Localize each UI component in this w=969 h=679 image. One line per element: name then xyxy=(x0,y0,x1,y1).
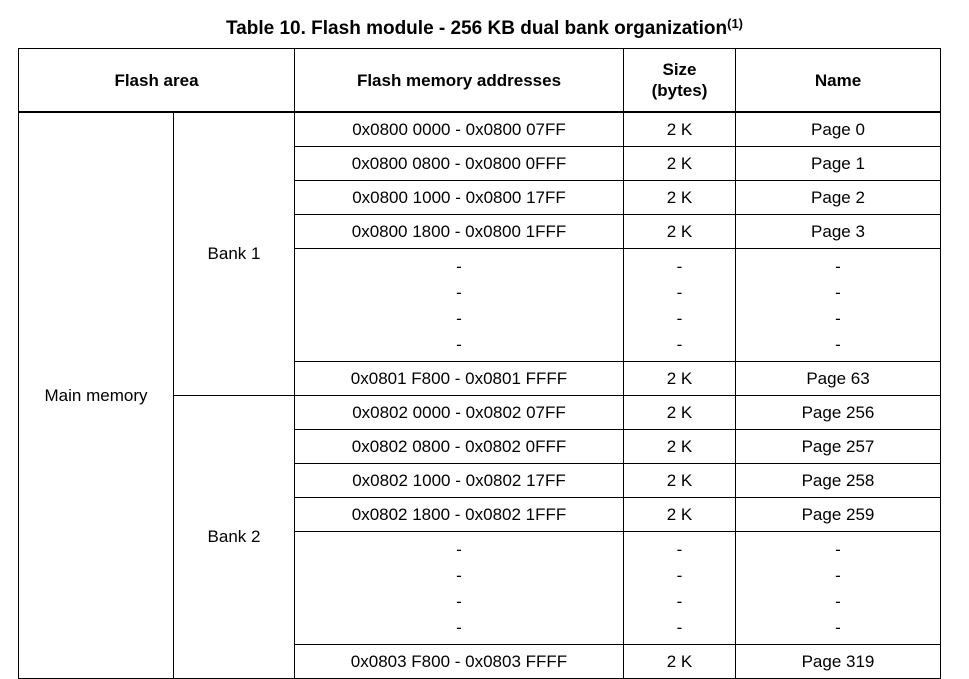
address-ellipsis: - - - - xyxy=(295,532,624,645)
header-size-line2: (bytes) xyxy=(651,81,708,100)
size-cell: 2 K xyxy=(624,396,736,430)
name-cell: Page 259 xyxy=(736,498,941,532)
name-cell: Page 2 xyxy=(736,181,941,215)
address-cell: 0x0800 1800 - 0x0800 1FFF xyxy=(295,215,624,249)
name-cell: Page 0 xyxy=(736,112,941,147)
size-ellipsis: - - - - xyxy=(624,249,736,362)
address-cell: 0x0803 F800 - 0x0803 FFFF xyxy=(295,645,624,679)
address-cell: 0x0802 1800 - 0x0802 1FFF xyxy=(295,498,624,532)
header-row xyxy=(19,49,941,113)
address-cell: 0x0802 0800 - 0x0802 0FFF xyxy=(295,430,624,464)
address-cell: 0x0800 0800 - 0x0800 0FFF xyxy=(295,147,624,181)
header-flash-area: Flash area xyxy=(19,49,295,113)
address-cell: 0x0802 1000 - 0x0802 17FF xyxy=(295,464,624,498)
header-addresses: Flash memory addresses xyxy=(295,49,624,113)
size-cell: 2 K xyxy=(624,181,736,215)
address-cell: 0x0802 0000 - 0x0802 07FF xyxy=(295,396,624,430)
size-cell: 2 K xyxy=(624,112,736,147)
table-title: Table 10. Flash module - 256 KB dual bank organization xyxy=(225,18,728,39)
name-ellipsis: - - - - xyxy=(736,249,941,362)
size-cell: 2 K xyxy=(624,645,736,679)
size-cell: 2 K xyxy=(624,498,736,532)
name-ellipsis: - - - - xyxy=(736,532,941,645)
header-name: Name xyxy=(736,49,941,113)
address-cell: 0x0800 1000 - 0x0800 17FF xyxy=(295,181,624,215)
name-cell: Page 257 xyxy=(736,430,941,464)
header-size xyxy=(624,49,736,113)
name-cell: Page 63 xyxy=(736,362,941,396)
name-cell: Page 319 xyxy=(736,645,941,679)
address-cell: 0x0801 F800 - 0x0801 FFFF xyxy=(295,362,624,396)
size-cell: 2 K xyxy=(624,362,736,396)
name-cell: Page 256 xyxy=(736,396,941,430)
address-ellipsis: - - - - xyxy=(295,249,624,362)
name-cell: Page 258 xyxy=(736,464,941,498)
flash-organization-table xyxy=(18,48,941,679)
header-size-line1: Size xyxy=(662,60,697,79)
bank-2-cell: Bank 2 xyxy=(174,396,295,679)
footnote-ref: (1) xyxy=(727,16,744,31)
size-cell: 2 K xyxy=(624,215,736,249)
area-cell: Main memory xyxy=(19,112,174,679)
table-row xyxy=(19,112,941,147)
bank-1-cell: Bank 1 xyxy=(174,112,295,396)
table-caption xyxy=(0,18,969,40)
name-cell: Page 3 xyxy=(736,215,941,249)
address-cell: 0x0800 0000 - 0x0800 07FF xyxy=(295,112,624,147)
size-cell: 2 K xyxy=(624,430,736,464)
name-cell: Page 1 xyxy=(736,147,941,181)
size-cell: 2 K xyxy=(624,464,736,498)
size-cell: 2 K xyxy=(624,147,736,181)
size-ellipsis: - - - - xyxy=(624,532,736,645)
